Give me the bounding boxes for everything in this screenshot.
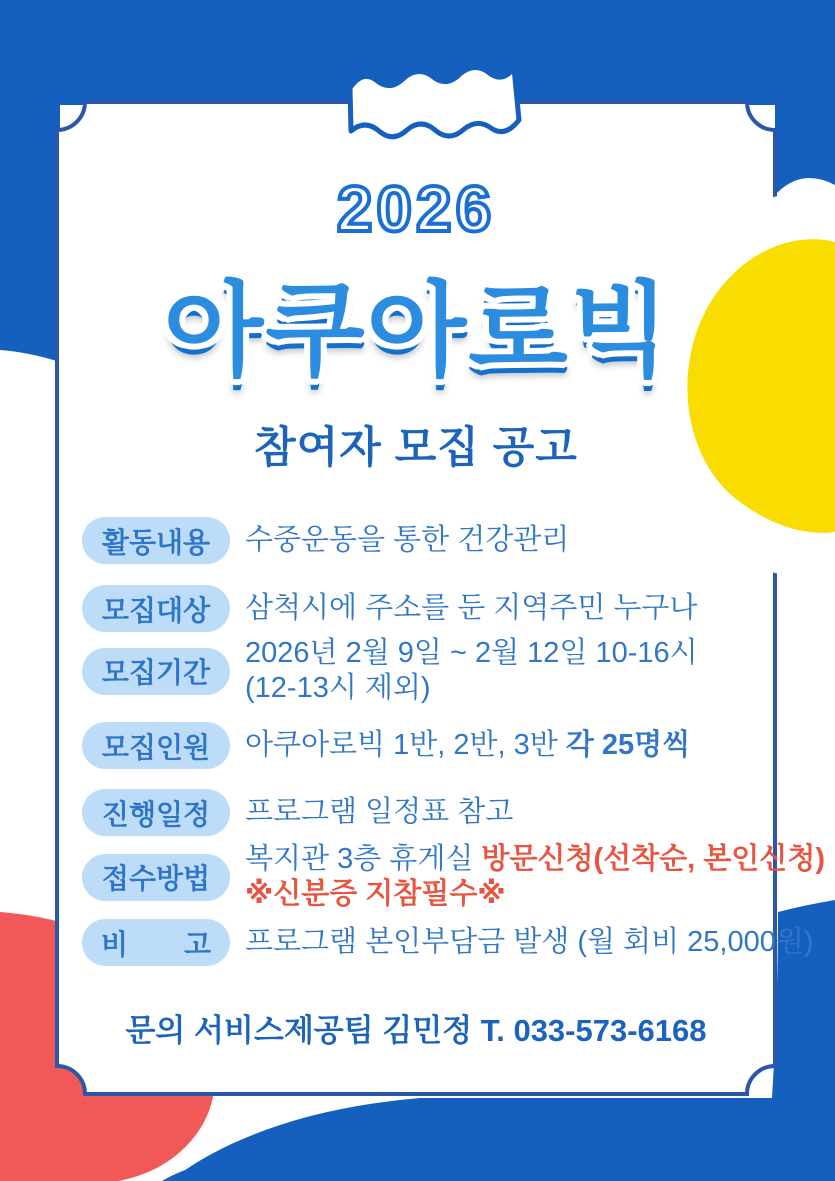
blue-background-right-arm: [775, 0, 835, 195]
row-content-segment: 복지관 3층 휴게실: [245, 843, 482, 875]
row-content-segment: 방문신청(선착순, 본인신청): [481, 843, 825, 875]
row-period-label: 모집기간: [82, 648, 230, 695]
row-note: [82, 919, 814, 966]
row-content-segment: 2026년 2월 9일 ~ 2월 12일 10-16시: [245, 637, 698, 669]
row-content-segment: 각 25명씩: [565, 728, 691, 761]
row-content-line: [245, 636, 698, 671]
row-content-line: [245, 591, 697, 626]
row-content-segment: 삼척시에 주소를 둔 지역주민 누구나: [245, 591, 698, 624]
row-target: [82, 585, 782, 632]
row-schedule-content: [245, 795, 513, 830]
contact-footer: 문의 서비스제공팀 김민정 T. 033-573-6168: [125, 1013, 707, 1048]
row-content-segment: 프로그램 본인부담금 발생 (월 회비 25,000원): [245, 925, 814, 958]
row-content-line: [245, 877, 825, 912]
row-activity: [82, 517, 782, 564]
row-note-content: [245, 925, 814, 960]
row-content-segment: (12-13시 제외): [245, 672, 431, 705]
row-content-line: [245, 728, 690, 763]
poster-title: 아쿠아로빅: [163, 273, 672, 388]
row-capacity-label: 모집인원: [82, 722, 230, 769]
row-content-segment: ※신분증 지참필수※: [245, 878, 506, 911]
year-badge: 2026: [336, 173, 496, 245]
row-period: [82, 636, 782, 707]
row-target-label: 모집대상: [82, 585, 230, 632]
row-content-line: [245, 671, 698, 706]
row-activity-content: [245, 523, 569, 558]
row-content-segment: 아쿠아로빅 1반, 2반, 3반: [245, 728, 566, 761]
row-content-line: [245, 523, 569, 558]
row-capacity-content: [245, 728, 690, 763]
row-content-line: [245, 842, 825, 877]
row-application: [82, 842, 825, 913]
row-activity-label: 활동내용: [82, 517, 230, 564]
row-schedule: [82, 789, 782, 836]
row-content-line: [245, 795, 513, 830]
tape-decoration: [350, 67, 519, 136]
row-application-label: 접수방법: [82, 854, 230, 901]
row-period-content: [245, 636, 698, 707]
row-schedule-label: 진행일정: [82, 789, 230, 836]
row-target-content: [245, 591, 697, 626]
row-note-label: 비 고: [82, 919, 230, 966]
row-application-content: [245, 842, 825, 913]
row-content-segment: 프로그램 일정표 참고: [245, 795, 514, 828]
row-capacity: [82, 722, 782, 769]
row-content-line: [245, 925, 814, 960]
poster-subtitle: 참여자 모집 공고: [254, 424, 578, 472]
row-content-segment: 수중운동을 통한 건강관리: [245, 523, 570, 556]
